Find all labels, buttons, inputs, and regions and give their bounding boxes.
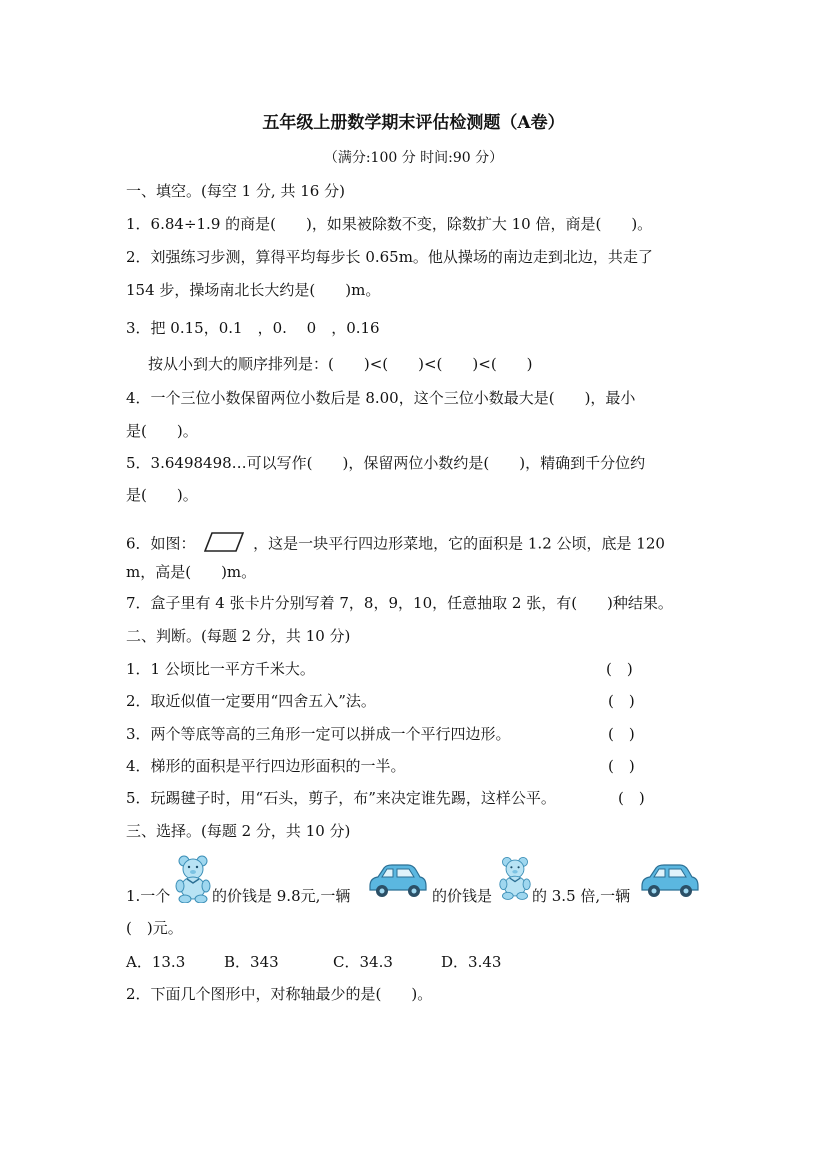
s2-item-mark: ( ) xyxy=(608,757,635,775)
s1-q5-line1: 5．3.6498498…可以写作( )，保留两位小数约是( )，精确到千分位约 xyxy=(126,454,646,472)
s3-option-c: C．34.3 xyxy=(333,953,393,971)
section3-header: 三、选择。(每题 2 分，共 10 分) xyxy=(126,822,351,840)
s1-q6-prefix: 6．如图： xyxy=(126,534,196,553)
s3-option-d: D．3.43 xyxy=(441,953,502,971)
s3-option-b: B．343 xyxy=(224,953,279,971)
s3-q2: 2．下面几个图形中，对称轴最少的是( )。 xyxy=(126,985,433,1003)
s3-q1-c: 的价钱是 xyxy=(432,887,493,905)
s2-item-mark: ( ) xyxy=(606,660,633,678)
s1-q3-line2: 按从小到大的顺序排列是：( )<( )<( )<( ) xyxy=(148,355,533,373)
s2-item-mark: ( ) xyxy=(608,692,635,710)
s1-q1: 1．6.84÷1.9 的商是( )，如果被除数不变，除数扩大 10 倍，商是( )。 xyxy=(126,215,653,233)
s3-q1-d: 的 3.5 倍,一辆 xyxy=(532,887,631,905)
parallelogram-icon xyxy=(204,531,244,558)
s2-item-text: 4．梯形的面积是平行四边形面积的一半。 xyxy=(126,757,406,775)
s3-q1-line2: ( )元。 xyxy=(126,919,183,937)
s1-q6-line1 xyxy=(126,531,665,558)
s2-item-mark: ( ) xyxy=(608,725,635,743)
s1-q2-line2: 154 步，操场南北长大约是( )m。 xyxy=(126,281,381,299)
toy-car-icon xyxy=(366,862,428,904)
teddy-bear-icon xyxy=(498,855,532,905)
s3-option-a: A．13.3 xyxy=(126,953,186,971)
s1-q4-line2: 是( )。 xyxy=(126,422,198,440)
s2-item-mark: ( ) xyxy=(618,789,645,807)
s1-q6-suffix: ，这是一块平行四边形菜地，它的面积是 1.2 公顷，底是 120 xyxy=(253,534,665,553)
s2-item-text: 5．玩踢毽子时，用“石头，剪子，布”来决定谁先踢，这样公平。 xyxy=(126,789,556,807)
s2-item-text: 3．两个等底等高的三角形一定可以拼成一个平行四边形。 xyxy=(126,725,511,743)
page-title: 五年级上册数学期末评估检测题（A卷） xyxy=(262,113,565,133)
s2-item-text: 1．1 公顷比一平方千米大。 xyxy=(126,660,315,678)
s1-q2-line1: 2．刘强练习步测，算得平均每步长 0.65m。他从操场的南边走到北边，共走了 xyxy=(126,248,653,266)
page-subtitle: （满分:100 分 时间:90 分） xyxy=(323,150,504,166)
s1-q7: 7．盒子里有 4 张卡片分别写着 7，8，9，10，任意抽取 2 张，有( )种结果。 xyxy=(126,594,673,612)
s1-q4-line1: 4．一个三位小数保留两位小数后是 8.00，这个三位小数最大是( )，最小 xyxy=(126,389,636,407)
s2-item-text: 2．取近似值一定要用“四舍五入”法。 xyxy=(126,692,376,710)
s1-q6-line2: m，高是( )m。 xyxy=(126,563,257,581)
teddy-bear-icon xyxy=(174,855,212,907)
s1-q3-line1: 3．把 0.15，0.1 ，0. 0 ，0.16 xyxy=(126,319,380,337)
s3-q1-b: 的价钱是 9.8元,一辆 xyxy=(212,887,351,905)
s1-q5-line2: 是( )。 xyxy=(126,486,198,504)
toy-car-icon xyxy=(638,862,700,904)
s3-q1-a: 1.一个 xyxy=(126,887,171,905)
section2-header: 二、判断。(每题 2 分，共 10 分) xyxy=(126,627,351,645)
section1-header: 一、填空。(每空 1 分, 共 16 分) xyxy=(126,182,345,200)
